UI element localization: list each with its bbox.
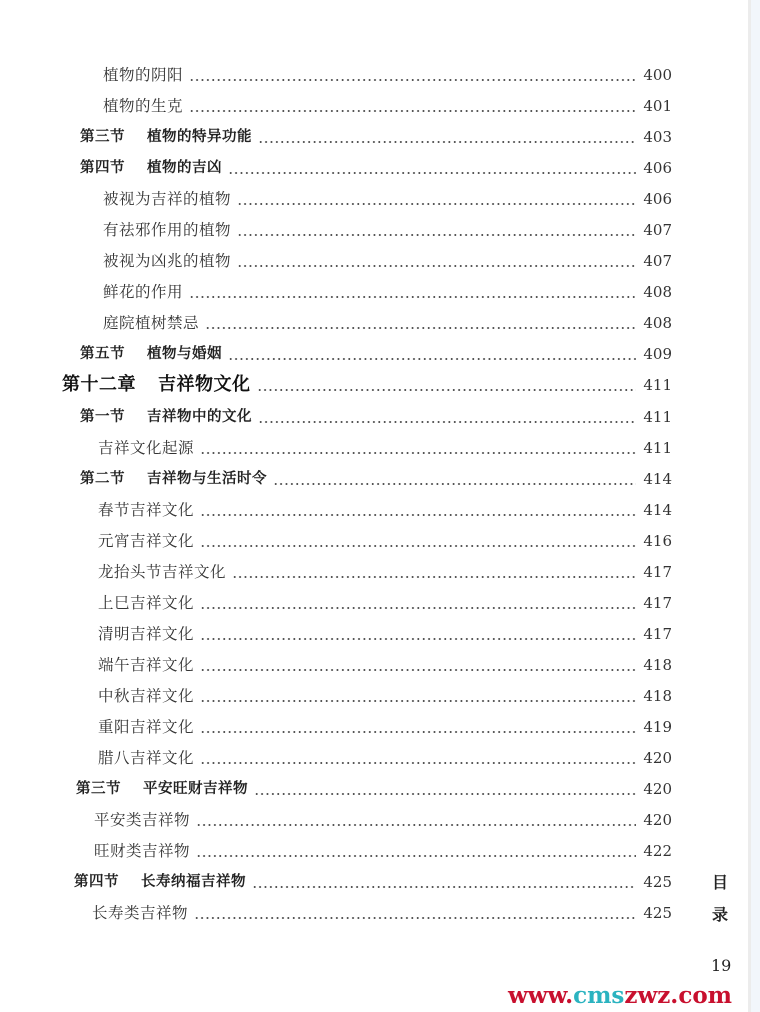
dot-leader bbox=[252, 886, 636, 888]
toc-entry-number: 第三节 bbox=[76, 781, 121, 797]
dot-leader bbox=[200, 545, 636, 547]
toc-entry-title bbox=[62, 374, 251, 396]
toc-entry-title bbox=[98, 499, 194, 521]
toc-entry-page: 420 bbox=[643, 780, 672, 798]
dot-leader bbox=[200, 700, 636, 702]
toc-entry-label: 旺财类吉祥物 bbox=[94, 842, 191, 860]
toc-entry-title bbox=[98, 530, 194, 552]
toc-entry-label: 吉祥物文化 bbox=[158, 374, 251, 395]
toc-entry-item[interactable] bbox=[98, 745, 672, 769]
toc-entry-page: 414 bbox=[643, 501, 672, 519]
toc-entry-page: 406 bbox=[643, 190, 672, 208]
toc-entry-item[interactable] bbox=[98, 497, 672, 521]
toc-entry-page: 425 bbox=[643, 873, 672, 891]
toc-entry-title bbox=[103, 64, 183, 86]
toc-entry-page: 418 bbox=[643, 687, 672, 705]
side-label-mu: 目 bbox=[712, 873, 729, 892]
toc-entry-label: 鲜花的作用 bbox=[103, 283, 184, 301]
toc-entry-title bbox=[98, 437, 194, 459]
dot-leader bbox=[200, 452, 636, 454]
toc-entry-page: 422 bbox=[643, 842, 672, 860]
toc-entry-page: 411 bbox=[643, 408, 672, 426]
toc-entry-page: 407 bbox=[643, 252, 672, 270]
dot-leader bbox=[200, 669, 636, 671]
watermark bbox=[508, 982, 732, 1009]
toc-entry-title bbox=[98, 623, 194, 645]
toc-entry-item[interactable] bbox=[103, 93, 672, 117]
toc-entry-item[interactable] bbox=[103, 217, 672, 241]
toc-entry-label: 庭院植树禁忌 bbox=[103, 314, 200, 332]
toc-entry-number: 第五节 bbox=[80, 346, 125, 362]
toc-entry-title bbox=[98, 561, 226, 583]
page-number: 19 bbox=[711, 956, 732, 975]
toc-entry-number: 第一节 bbox=[80, 409, 125, 425]
toc-entry-number: 第十二章 bbox=[62, 374, 136, 395]
toc-entry-chapter[interactable] bbox=[62, 372, 672, 396]
toc-entry-section[interactable] bbox=[80, 466, 672, 490]
toc-entry-section[interactable] bbox=[74, 869, 672, 893]
toc-entry-label: 中秋吉祥文化 bbox=[98, 687, 195, 705]
toc-entry-label: 平安类吉祥物 bbox=[94, 811, 191, 829]
page-edge-strip bbox=[751, 0, 760, 1012]
toc-entry-item[interactable] bbox=[98, 621, 672, 645]
toc-entry-number: 第三节 bbox=[80, 129, 125, 145]
watermark-part-2: cms bbox=[573, 982, 625, 1009]
dot-leader bbox=[258, 421, 636, 423]
toc-entry-item[interactable] bbox=[103, 62, 672, 86]
toc-entry-page: 401 bbox=[643, 97, 672, 115]
toc-entry-title bbox=[98, 716, 194, 738]
toc-entry-page: 416 bbox=[643, 532, 672, 550]
toc-entry-page: 411 bbox=[643, 439, 672, 457]
dot-leader bbox=[254, 793, 636, 795]
toc-entry-title bbox=[80, 126, 252, 148]
dot-leader bbox=[189, 296, 636, 298]
toc-entry-page: 425 bbox=[643, 904, 672, 922]
toc-entry-title bbox=[98, 685, 194, 707]
toc-entry-label: 植物的特异功能 bbox=[147, 129, 252, 145]
dot-leader bbox=[196, 855, 636, 857]
dot-leader bbox=[258, 141, 636, 143]
dot-leader bbox=[205, 327, 636, 329]
toc-entry-item[interactable] bbox=[98, 590, 672, 614]
toc-entry-section[interactable] bbox=[80, 124, 672, 148]
toc-entry-page: 409 bbox=[643, 345, 672, 363]
toc-entry-page: 414 bbox=[643, 470, 672, 488]
toc-entry-label: 长寿纳福吉祥物 bbox=[141, 874, 246, 890]
toc-entry-label: 清明吉祥文化 bbox=[98, 625, 195, 643]
toc-entry-section[interactable] bbox=[80, 155, 672, 179]
toc-entry-title bbox=[74, 871, 246, 893]
dot-leader bbox=[232, 576, 636, 578]
toc-entry-section[interactable] bbox=[76, 776, 672, 800]
toc-entry-title bbox=[98, 592, 194, 614]
dot-leader bbox=[200, 762, 636, 764]
toc-entry-title bbox=[103, 281, 183, 303]
toc-entry-section[interactable] bbox=[80, 404, 672, 428]
toc-entry-title bbox=[103, 95, 183, 117]
dot-leader bbox=[237, 234, 636, 236]
toc-entry-label: 有祛邪作用的植物 bbox=[103, 221, 232, 239]
toc-entry-label: 端午吉祥文化 bbox=[98, 656, 195, 674]
toc-entry-label: 重阳吉祥文化 bbox=[98, 718, 195, 736]
toc-entry-label: 腊八吉祥文化 bbox=[98, 749, 195, 767]
watermark-part-1: www. bbox=[508, 982, 574, 1009]
toc-entry-label: 植物的吉凶 bbox=[147, 160, 222, 176]
toc-entry-item[interactable] bbox=[98, 559, 672, 583]
dot-leader bbox=[200, 607, 636, 609]
toc-entry-label: 长寿类吉祥物 bbox=[92, 904, 189, 922]
toc-entry-title bbox=[94, 840, 190, 862]
dot-leader bbox=[189, 79, 636, 81]
toc-entry-label: 平安旺财吉祥物 bbox=[143, 781, 248, 797]
toc-entry-item[interactable] bbox=[94, 838, 672, 862]
toc-entry-label: 被视为吉祥的植物 bbox=[103, 190, 232, 208]
toc-entry-title bbox=[80, 157, 222, 179]
toc-entry-page: 420 bbox=[643, 749, 672, 767]
toc-entry-item[interactable] bbox=[98, 683, 672, 707]
toc-entry-item[interactable] bbox=[103, 279, 672, 303]
dot-leader bbox=[200, 731, 636, 733]
toc-entry-item[interactable] bbox=[98, 652, 672, 676]
dot-leader bbox=[194, 917, 636, 919]
toc-entry-label: 植物与婚姻 bbox=[147, 346, 222, 362]
toc-entry-label: 吉祥物与生活时令 bbox=[147, 471, 267, 487]
toc-entry-page: 400 bbox=[643, 66, 672, 84]
toc-entry-number: 第四节 bbox=[80, 160, 125, 176]
toc-entry-page: 417 bbox=[643, 594, 672, 612]
toc-entry-number: 第二节 bbox=[80, 471, 125, 487]
toc-entry-page: 417 bbox=[643, 625, 672, 643]
toc-entry-title bbox=[103, 312, 199, 334]
toc-entry-page: 419 bbox=[643, 718, 672, 736]
dot-leader bbox=[237, 203, 636, 205]
toc-entry-label: 元宵吉祥文化 bbox=[98, 532, 195, 550]
toc-entry-title bbox=[103, 219, 231, 241]
toc-entry-item[interactable] bbox=[98, 714, 672, 738]
toc-entry-page: 403 bbox=[643, 128, 672, 146]
toc-entry-label: 吉祥物中的文化 bbox=[147, 409, 252, 425]
toc-entry-page: 406 bbox=[643, 159, 672, 177]
toc-entry-label: 上巳吉祥文化 bbox=[98, 594, 195, 612]
dot-leader bbox=[257, 389, 637, 391]
toc-entry-title bbox=[92, 902, 188, 924]
toc-entry-label: 春节吉祥文化 bbox=[98, 501, 195, 519]
toc-entry-label: 植物的阴阳 bbox=[103, 66, 184, 84]
toc-entry-label: 被视为凶兆的植物 bbox=[103, 252, 232, 270]
dot-leader bbox=[228, 172, 636, 174]
toc-entry-label: 植物的生克 bbox=[103, 97, 184, 115]
toc-entry-page: 411 bbox=[643, 376, 672, 394]
toc-entry-title bbox=[103, 188, 231, 210]
toc-entry-item[interactable] bbox=[103, 248, 672, 272]
toc-entry-page: 420 bbox=[643, 811, 672, 829]
toc-entry-title bbox=[94, 809, 190, 831]
toc-entry-page: 407 bbox=[643, 221, 672, 239]
toc-entry-item[interactable] bbox=[103, 186, 672, 210]
dot-leader bbox=[273, 483, 636, 485]
toc-entry-title bbox=[98, 654, 194, 676]
toc-entry-item[interactable] bbox=[103, 310, 672, 334]
watermark-part-3: zwz.com bbox=[624, 982, 733, 1009]
toc-entry-title bbox=[80, 406, 252, 428]
toc-entry-item[interactable] bbox=[98, 528, 672, 552]
toc-entry-section[interactable] bbox=[80, 341, 672, 365]
toc-entry-page: 408 bbox=[643, 283, 672, 301]
toc-entry-label: 吉祥文化起源 bbox=[98, 439, 195, 457]
dot-leader bbox=[196, 824, 636, 826]
toc-entry-item[interactable] bbox=[92, 900, 672, 924]
toc-entry-page: 408 bbox=[643, 314, 672, 332]
dot-leader bbox=[228, 358, 636, 360]
dot-leader bbox=[200, 638, 636, 640]
toc-entry-number: 第四节 bbox=[74, 874, 119, 890]
dot-leader bbox=[189, 110, 636, 112]
toc-entry-title bbox=[98, 747, 194, 769]
toc-entry-item[interactable] bbox=[98, 435, 672, 459]
dot-leader bbox=[200, 514, 636, 516]
toc-entry-title bbox=[76, 778, 248, 800]
side-label-lu: 录 bbox=[712, 905, 729, 924]
dot-leader bbox=[237, 265, 636, 267]
toc-entry-page: 417 bbox=[643, 563, 672, 581]
toc-entry-label: 龙抬头节吉祥文化 bbox=[98, 563, 227, 581]
toc-entry-page: 418 bbox=[643, 656, 672, 674]
toc-entry-item[interactable] bbox=[94, 807, 672, 831]
toc-entry-title bbox=[80, 343, 222, 365]
toc-entry-title bbox=[103, 250, 231, 272]
toc-entry-title bbox=[80, 468, 267, 490]
